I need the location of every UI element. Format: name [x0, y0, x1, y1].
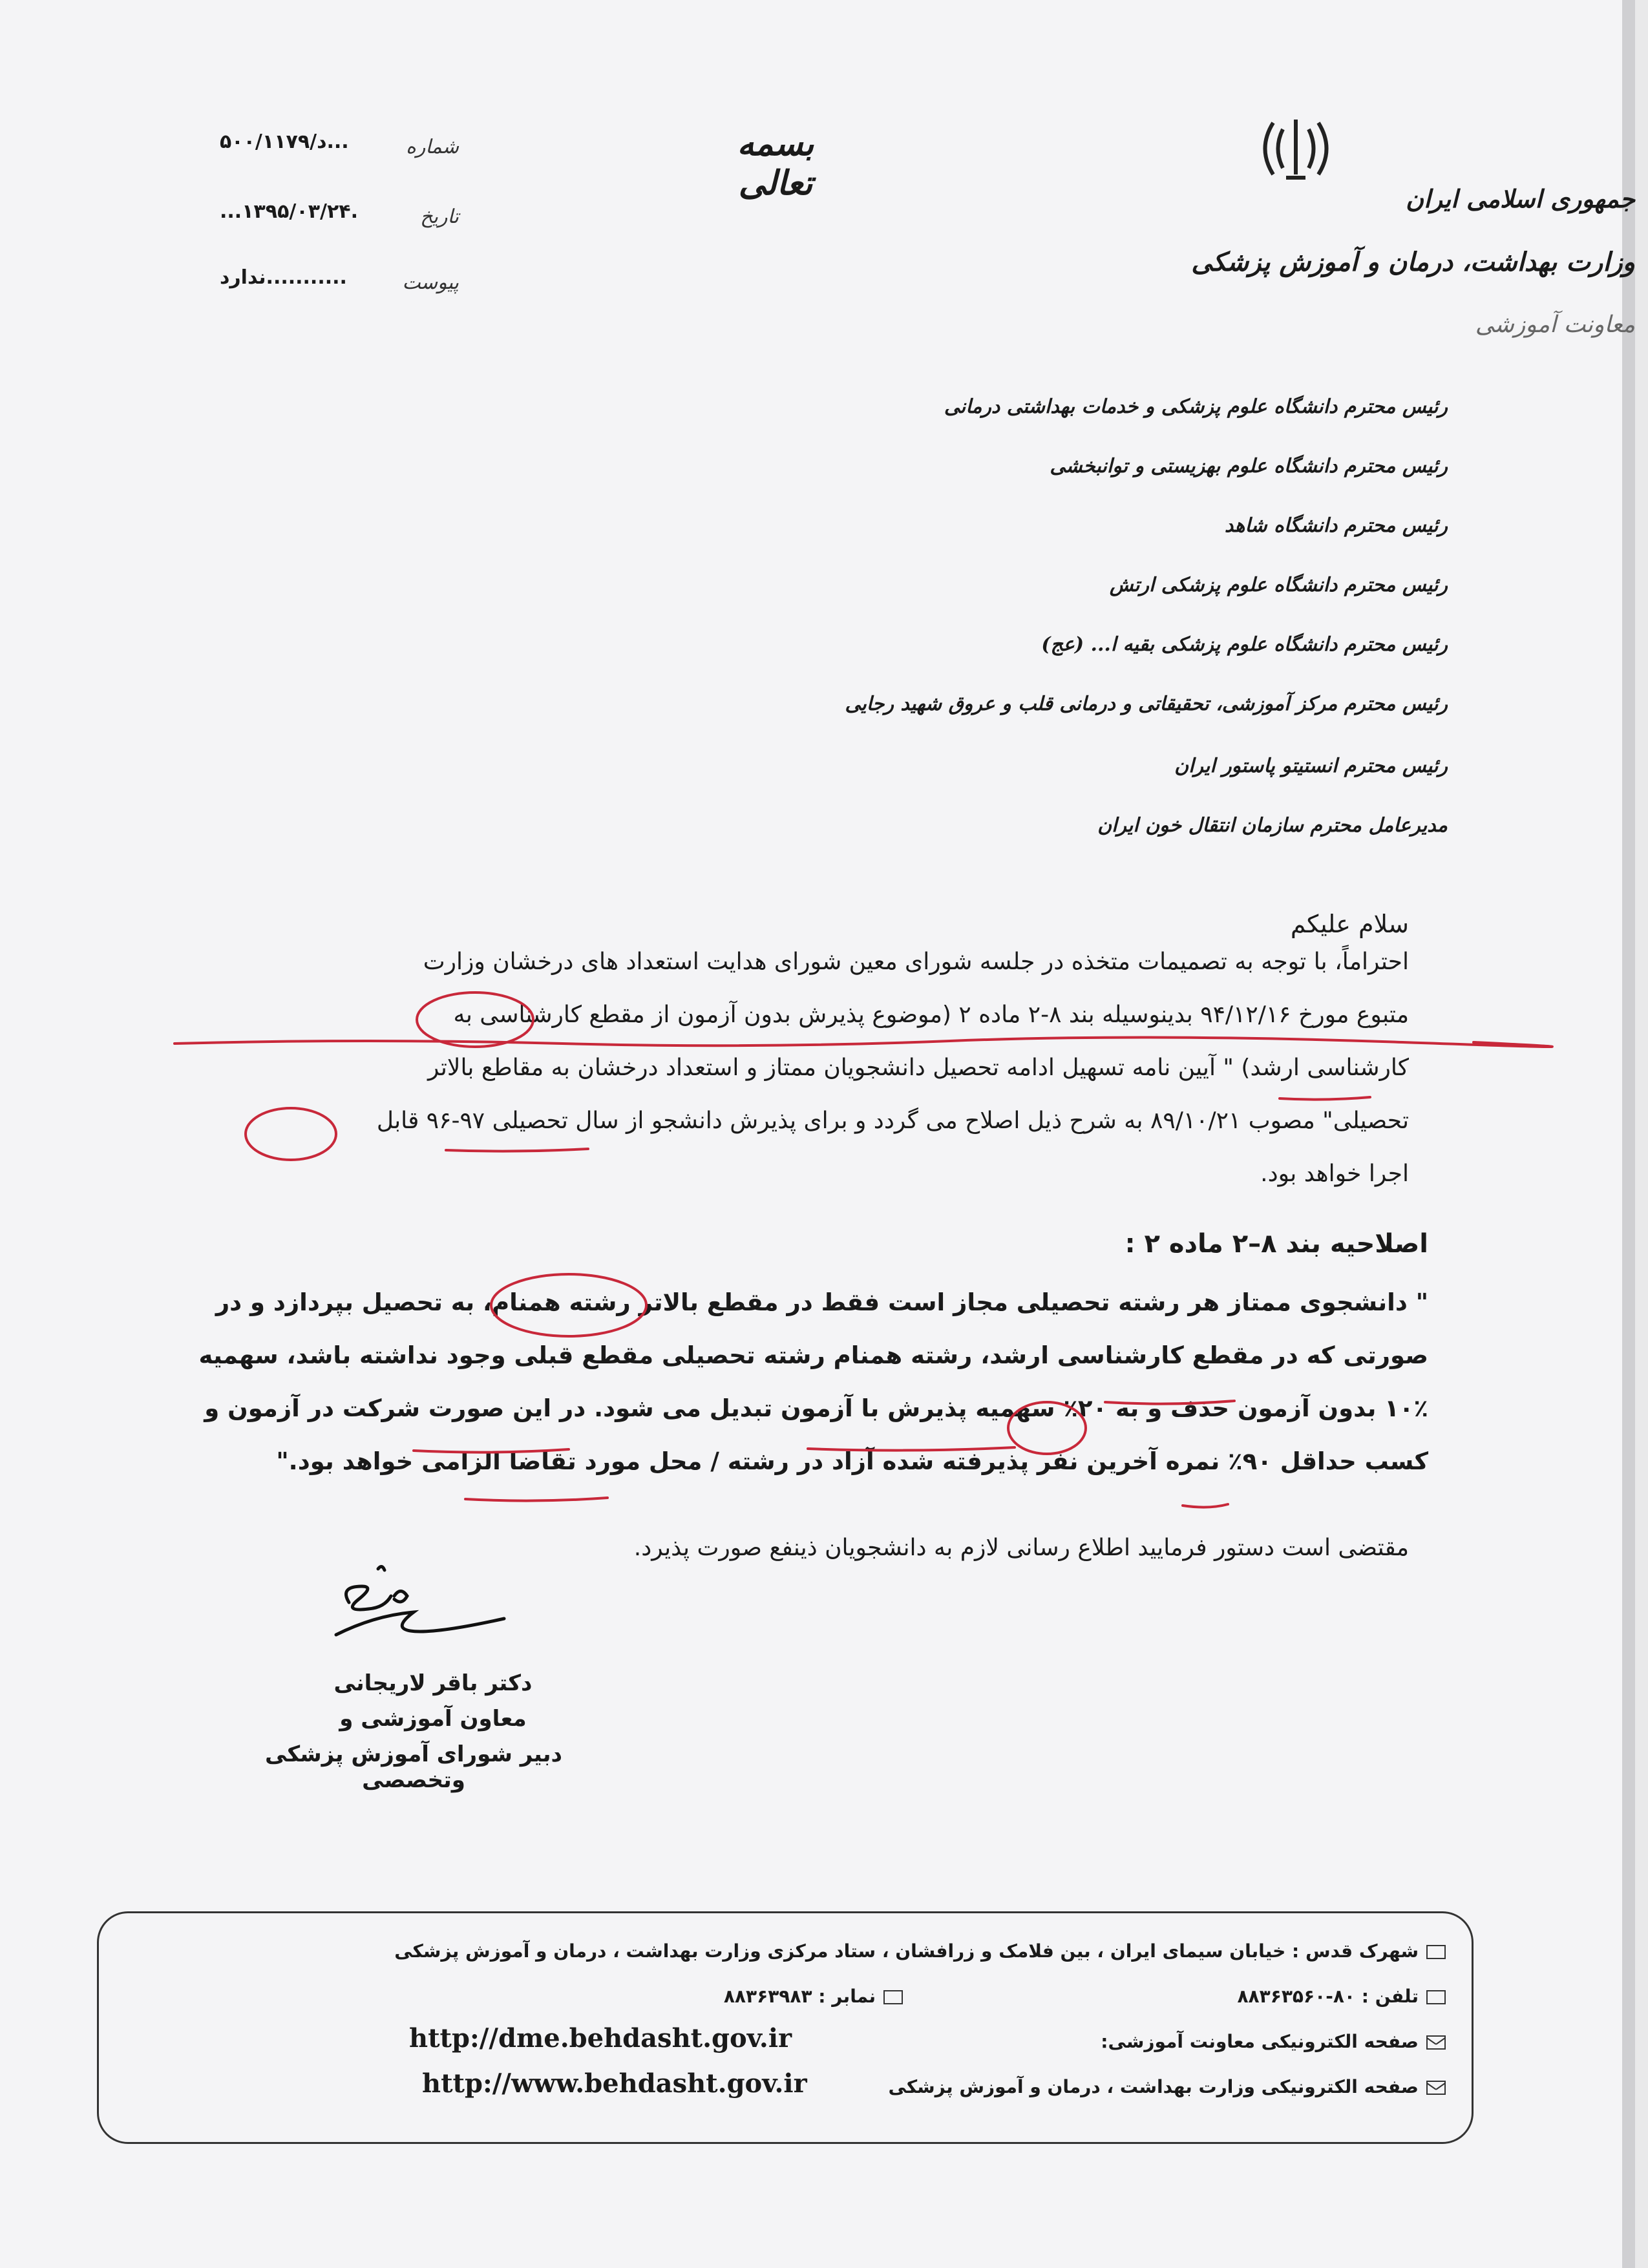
- letter-attachment-row: [220, 266, 459, 317]
- letter-date-row: [220, 200, 459, 251]
- body-paragraph: [162, 936, 1409, 1201]
- greeting: سلام علیکم: [1290, 910, 1409, 938]
- ministry-site-label: صفحه الکترونیکی وزارت بهداشت ، درمان و آموزش پزشکی: [888, 2076, 1419, 2097]
- recipient-item: رئیس محترم مرکز آموزشی، تحقیقاتی و درمانی قلب و عروق شهید رجایی: [845, 693, 1448, 715]
- recipient-item: مدیرعامل محترم سازمان انتقال خون ایران: [1097, 814, 1448, 837]
- ministry-name: وزارت بهداشت، درمان و آموزش پزشکی: [1191, 247, 1635, 277]
- edu-site-label: صفحه الکترونیکی معاونت آموزشی:: [1101, 2031, 1419, 2052]
- bismillah-heading: بسمه تعالی: [737, 124, 814, 203]
- ministry-site-link[interactable]: http://www.behdasht.gov.ir: [422, 2068, 807, 2099]
- signatory-title-2: دبیر شورای آموزش پزشکی وتخصصی: [265, 1741, 562, 1793]
- body-line: احتراماً، با توجه به تصمیمات متخذه در جلسه شورای معین شورای هدایت استعداد های درخشان وزارت: [423, 949, 1409, 975]
- footer-fax-row: [724, 1986, 903, 2007]
- number-label: شماره: [406, 136, 459, 158]
- body-line: کارشناسی ارشد) " آیین نامه تسهیل ادامه تحصیل دانشجویان ممتاز و استعداد درخشان به مقاطع بالاتر: [428, 1055, 1409, 1081]
- amendment-line: ۱۰٪ بدون آزمون حذف و به ۲۰٪ سهمیه پذیرش با آزمون تبدیل می شود. در این صورت شرکت در آزمون و: [204, 1394, 1428, 1422]
- recipient-item: رئیس محترم دانشگاه علوم پزشکی و خدمات بهداشتی درمانی: [944, 395, 1448, 418]
- recipient-item: رئیس محترم دانشگاه علوم پزشکی ارتش: [1109, 574, 1448, 596]
- envelope-icon: [1426, 2081, 1446, 2095]
- phone-icon: [1426, 1990, 1446, 2004]
- iran-emblem-icon: [1254, 110, 1338, 187]
- recipient-item: رئیس محترم دانشگاه شاهد: [1224, 514, 1448, 537]
- date-label: تاریخ: [420, 205, 459, 228]
- footer-fax: نمابر : ۸۸۳۶۳۹۸۳: [723, 1986, 876, 2007]
- attachment-label: پیوست: [402, 271, 459, 294]
- footer-address: شهرک قدس : خیابان سیمای ایران ، بین فلامک و زرافشان ، ستاد مرکزی وزارت بهداشت ، درمان و آموزش پزشکی: [394, 1940, 1419, 1962]
- attachment-value: ندارد...........: [220, 266, 347, 289]
- body-line: اجرا خواهد بود.: [1260, 1160, 1409, 1187]
- recipient-item: رئیس محترم دانشگاه علوم پزشکی بقیه ا... (عج): [1041, 633, 1448, 656]
- footer-phone-row: [1237, 1986, 1446, 2007]
- page-edge: [1622, 0, 1635, 2268]
- amendment-heading: اصلاحیه بند ۸–۲ ماده ۲ :: [1125, 1229, 1428, 1259]
- fax-icon: [883, 1990, 903, 2004]
- amendment-line: صورتی که در مقطع کارشناسی ارشد، رشته همنام رشته تحصیلی مقطع قبلی وجود نداشته باشد، سهمیه: [198, 1341, 1428, 1369]
- footer-contact-box: [97, 1911, 1474, 2144]
- edu-site-link[interactable]: http://dme.behdasht.gov.ir: [409, 2023, 792, 2053]
- footer-edu-site-row: [1101, 2031, 1446, 2052]
- handwritten-signature: [323, 1557, 517, 1667]
- signatory-title: معاون آموزشی و: [339, 1706, 527, 1732]
- country-name: جمهوری اسلامی ایران: [1406, 184, 1635, 213]
- recipient-item: رئیس محترم دانشگاه علوم بهزیستی و توانبخشی: [1050, 455, 1448, 478]
- amendment-line: " دانشجوی ممتاز هر رشته تحصیلی مجاز است فقط در مقطع بالاتر رشته همنام، به تحصیل بپردازد و در: [215, 1288, 1428, 1316]
- body-line: متبوع مورخ ۹۴/۱۲/۱۶ بدینوسیله بند ۸-۲ ماده ۲ (موضوع پذیرش بدون آزمون از مقطع کارشناسی به: [453, 1002, 1409, 1028]
- body-line: تحصیلی" مصوب ۸۹/۱۰/۲۱ به شرح ذیل اصلاح می گردد و برای پذیرش دانشجو از سال تحصیلی ۹۷-۹۶ قابل: [376, 1108, 1409, 1134]
- date-value: ...۱۳۹۵/۰۳/۲۴.: [220, 200, 358, 223]
- recipient-item: رئیس محترم انستیتو پاستور ایران: [1174, 755, 1448, 777]
- amendment-line: کسب حداقل ۹۰٪ نمره آخرین نفر پذیرفته شده آزاد در رشته / محل مورد تقاضا الزامی خواهد بود.": [276, 1447, 1428, 1475]
- letter-number-row: [220, 131, 459, 181]
- footer-phone: تلفن : ۸۰-۸۸۳۶۳۵۶۰: [1237, 1986, 1419, 2007]
- department-name: معاونت آموزشی: [1475, 311, 1635, 338]
- amendment-text: [149, 1276, 1428, 1488]
- pen-icon: [1426, 1945, 1446, 1959]
- signatory-name: دکتر باقر لاریجانی: [333, 1670, 533, 1696]
- footer-ministry-site-row: [889, 2076, 1446, 2097]
- closing-sentence: مقتضی است دستور فرمایید اطلاع رسانی لازم به دانشجویان ذینفع صورت پذیرد.: [633, 1535, 1409, 1561]
- number-value: د/۵۰۰/۱۱۷۹...: [220, 131, 349, 153]
- footer-address-row: [394, 1940, 1446, 1962]
- envelope-icon: [1426, 2035, 1446, 2050]
